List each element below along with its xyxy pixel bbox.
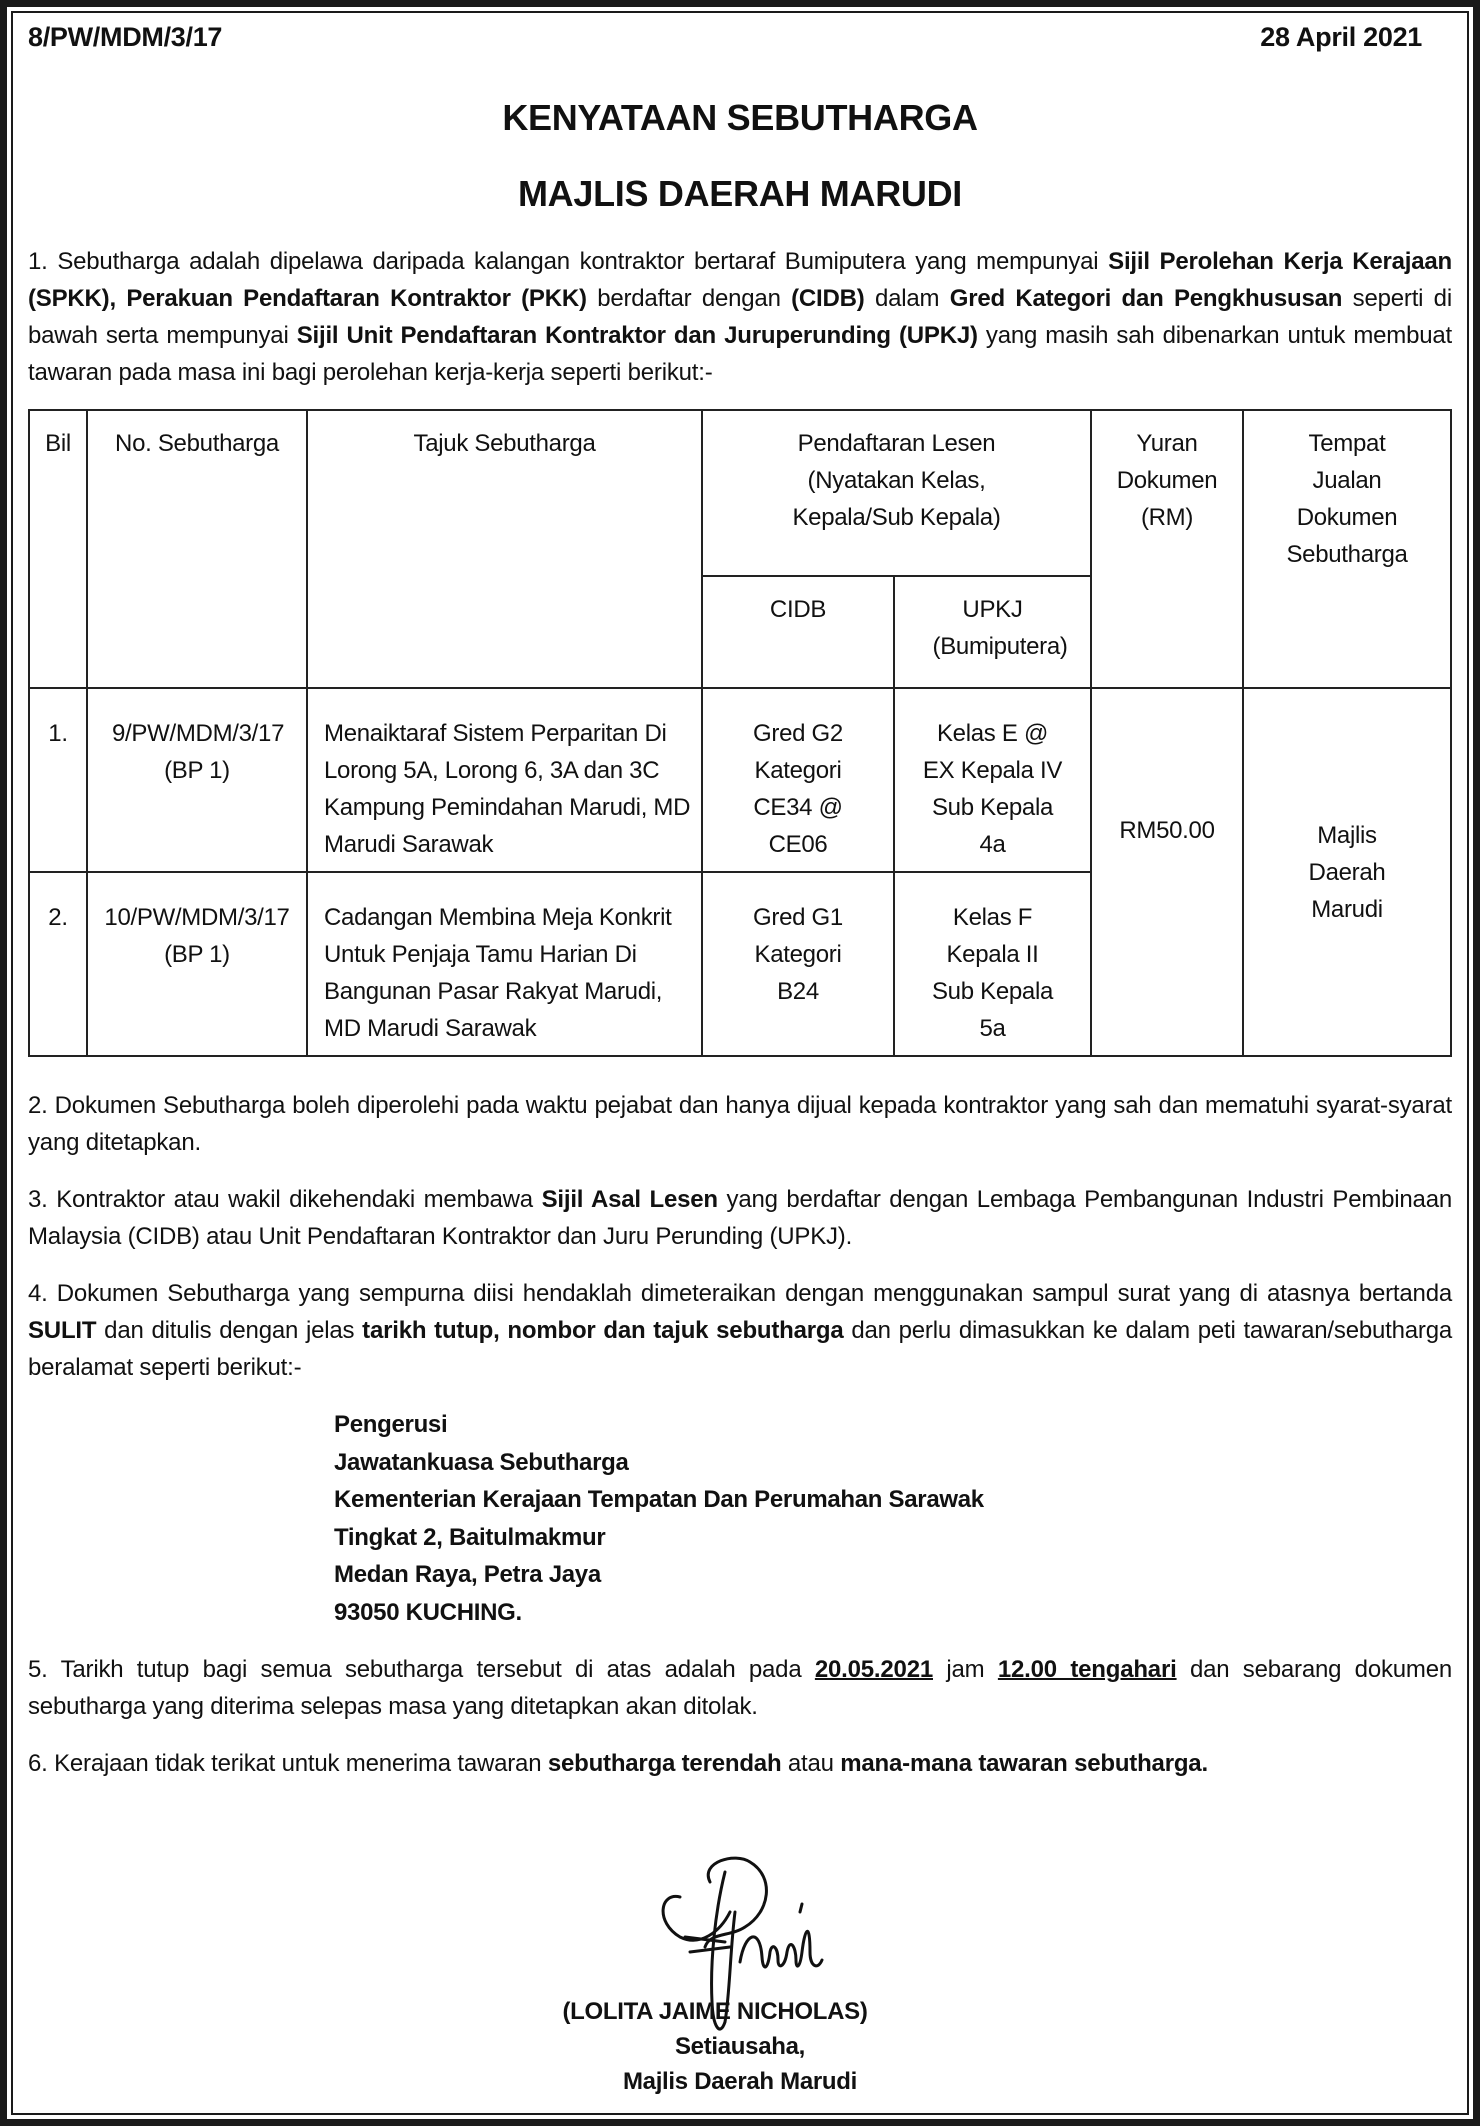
row-upkj-text: Kelas E @ EX Kepala IV Sub Kepala 4a xyxy=(922,720,1063,858)
row-upkj xyxy=(894,688,1091,872)
paragraph-3 xyxy=(28,1181,1452,1255)
row-no-text: 10/PW/MDM/3/17 (BP 1) xyxy=(104,904,290,968)
header-cidb: CIDB xyxy=(702,576,894,688)
row-tajuk: Menaiktaraf Sistem Perparitan Di Lorong 5A, Lorong 6, 3A dan 3C Kampung Pemindahan Marudi, MD Marudi Sarawak xyxy=(307,688,702,872)
tempat-jualan-value xyxy=(1243,688,1451,1056)
header-tempat-jualan xyxy=(1243,410,1451,688)
text: yang masih sah dibenarkan untuk membuat tawaran pada masa ini bagi perolehan kerja-kerja seperti berikut:- xyxy=(28,322,1452,386)
address-line: Tingkat 2, Baitulmakmur xyxy=(334,1523,606,1551)
bold-text: tarikh tutup, nombor dan tajuk sebutharga xyxy=(362,1317,844,1344)
row-no xyxy=(87,688,307,872)
bold-text: Gred Kategori dan Pengkhususan xyxy=(949,285,1343,312)
header-bil: Bil xyxy=(29,410,87,688)
row-upkj xyxy=(894,872,1091,1056)
issuer-title: MAJLIS DAERAH MARUDI xyxy=(517,173,962,214)
header-yuran xyxy=(1091,410,1243,688)
text: 4. Dokumen Sebutharga yang sempurna diisi hendaklah dimeteraikan dengan menggunakan sampul surat yang di atasnya bertanda xyxy=(28,1280,1452,1307)
table-row xyxy=(29,688,1451,872)
paragraph-5 xyxy=(28,1651,1452,1725)
bold-text: SULIT xyxy=(28,1317,97,1344)
paragraph-1 xyxy=(28,243,1452,391)
tempat-text: Majlis Daerah Marudi xyxy=(1308,821,1386,923)
yuran-dokumen-value xyxy=(1091,688,1243,1056)
bold-text: Sijil Asal Lesen xyxy=(541,1186,718,1213)
header-tajuk: Tajuk Sebutharga xyxy=(307,410,702,688)
text: 5. Tarikh tutup bagi semua sebutharga tersebut di atas adalah pada xyxy=(28,1656,815,1683)
header-upkj xyxy=(894,576,1091,688)
notice-date: 28 April 2021 xyxy=(1260,22,1422,52)
table-header-row xyxy=(29,410,1451,576)
text: seperti di bawah serta mempunyai xyxy=(28,285,1452,349)
row-no-text: 9/PW/MDM/3/17 (BP 1) xyxy=(112,720,285,784)
text: jam xyxy=(933,1656,998,1683)
signatory xyxy=(28,1994,1452,2099)
closing-date: 20.05.2021 xyxy=(814,1656,933,1683)
bold-text: Sijil Unit Pendaftaran Kontraktor dan Juruperunding (UPKJ) xyxy=(296,322,978,349)
document-header xyxy=(28,22,1452,53)
header-no-sebutharga: No. Sebutharga xyxy=(87,410,307,688)
signatory-name: (LOLITA JAIME NICHOLAS) xyxy=(562,1998,868,2025)
text: 6. Kerajaan tidak terikat untuk menerima tawaran xyxy=(28,1750,548,1777)
row-tajuk: Cadangan Membina Meja Konkrit Untuk Penjaja Tamu Harian Di Bangunan Pasar Rakyat Marudi, MD Marudi Sarawak xyxy=(307,872,702,1056)
text: atau xyxy=(781,1750,841,1777)
address-line: Kementerian Kerajaan Tempatan Dan Perumahan Sarawak xyxy=(334,1486,984,1513)
text: yang berdaftar dengan Lembaga Pembangunan Industri Pembinaan Malaysia (CIDB) atau Unit Pendaftaran Kontraktor dan Juru Perunding (UPKJ). xyxy=(28,1186,1453,1250)
paragraph-2: 2. Dokumen Sebutharga boleh diperolehi pada waktu pejabat dan hanya dijual kepada kontraktor yang sah dan mematuhi syarat-syarat yang ditetapkan. xyxy=(28,1092,1452,1156)
address-line: 93050 KUCHING. xyxy=(334,1598,522,1626)
quotation-table xyxy=(28,409,1452,1057)
header-tempat-text: Tempat Jualan Dokumen Sebutharga xyxy=(1286,430,1408,568)
submission-address xyxy=(334,1406,1452,1631)
row-no xyxy=(87,872,307,1056)
paragraph-6 xyxy=(28,1745,1452,1782)
row-cidb xyxy=(702,688,894,872)
row-cidb xyxy=(702,872,894,1056)
address-line: Medan Raya, Petra Jaya xyxy=(334,1561,601,1588)
header-pendaftaran-text: Pendaftaran Lesen (Nyatakan Kelas, Kepala/Sub Kepala) xyxy=(792,430,1001,531)
text: dalam xyxy=(864,285,950,312)
reference-number: 8/PW/MDM/3/17 xyxy=(28,22,223,52)
address-line: Pengerusi xyxy=(334,1411,448,1438)
text: dan perlu dimasukkan ke dalam peti tawaran/sebutharga beralamat seperti berikut:- xyxy=(28,1317,1452,1381)
text: 3. Kontraktor atau wakil dikehendaki membawa xyxy=(28,1186,542,1213)
row-upkj-text: Kelas F Kepala II Sub Kepala 5a xyxy=(931,904,1054,1042)
text: dan ditulis dengan jelas xyxy=(96,1317,363,1344)
notice-document xyxy=(28,22,1452,1782)
text: 1. Sebutharga adalah dipelawa daripada kalangan kontraktor bertaraf Bumiputera yang mempunyai xyxy=(28,248,1109,275)
header-upkj-text: UPKJ (Bumiputera) xyxy=(932,596,1068,660)
paragraph-4 xyxy=(28,1275,1452,1386)
bold-text: Sijil Perolehan Kerja Kerajaan (SPKK), Perakuan Pendaftaran Kontraktor (PKK) xyxy=(28,248,1452,312)
bold-text: mana-mana tawaran sebutharga. xyxy=(840,1750,1208,1777)
text: dan sebarang dokumen sebutharga yang diterima selepas masa yang ditetapkan akan ditolak. xyxy=(28,1656,1453,1720)
closing-time: 12.00 tengahari xyxy=(997,1656,1177,1683)
bold-text: sebutharga terendah xyxy=(547,1750,782,1777)
address-line: Jawatankuasa Sebutharga xyxy=(334,1448,629,1476)
header-pendaftaran-lesen xyxy=(702,410,1091,576)
bold-text: (CIDB) xyxy=(791,285,865,312)
yuran-text: RM50.00 xyxy=(1119,817,1215,844)
notice-title: KENYATAAN SEBUTHARGA xyxy=(502,97,978,138)
row-cidb-text: Gred G1 Kategori B24 xyxy=(753,904,843,1005)
signatory-position: Setiausaha, xyxy=(674,2033,806,2060)
row-bil: 1. xyxy=(29,688,87,872)
header-yuran-text: Yuran Dokumen (RM) xyxy=(1116,430,1218,531)
row-bil: 2. xyxy=(29,872,87,1056)
text: berdaftar dengan xyxy=(586,285,792,312)
row-cidb-text: Gred G2 Kategori CE34 @ CE06 xyxy=(753,720,843,858)
signatory-organization: Majlis Daerah Marudi xyxy=(622,2068,858,2095)
